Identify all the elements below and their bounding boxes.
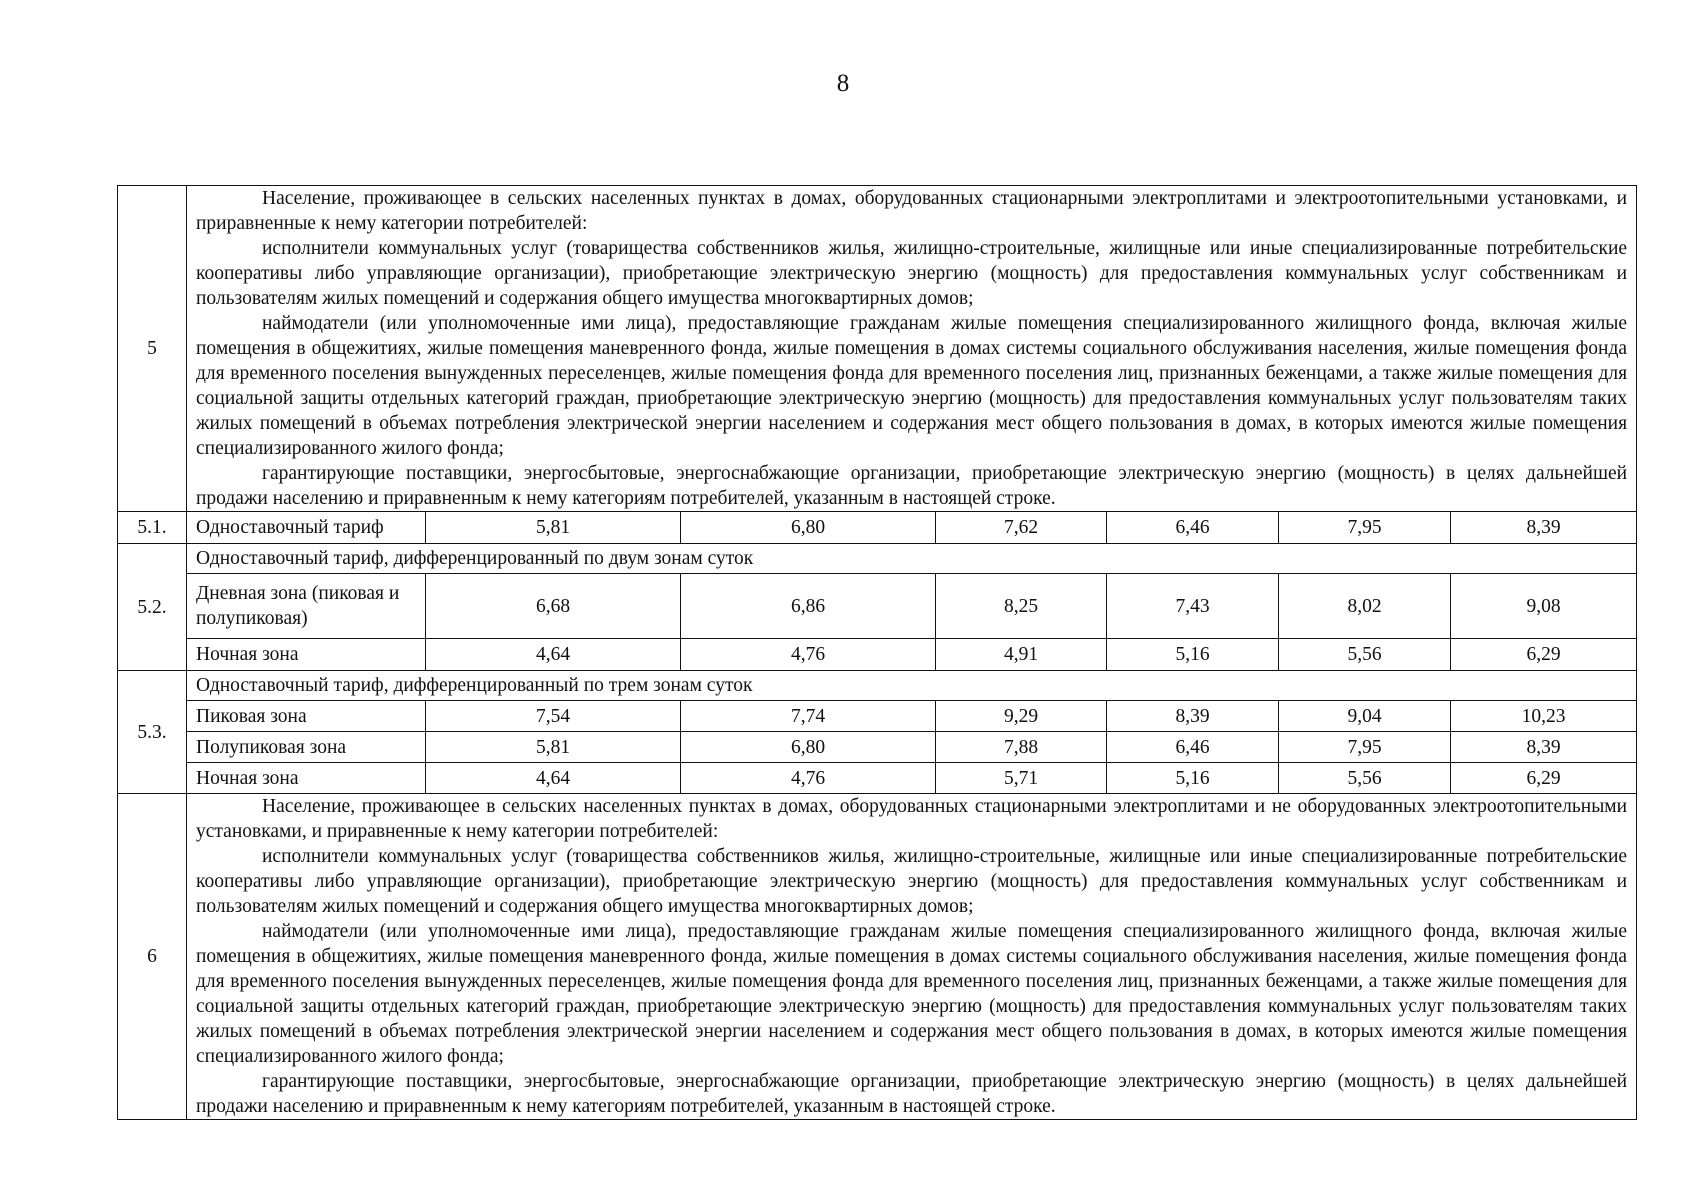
tariff-value: 8,39 [1107, 701, 1279, 732]
tariff-value: 6,46 [1107, 732, 1279, 763]
tariff-value: 4,64 [426, 763, 681, 794]
table-row [118, 639, 1637, 671]
tariff-value: 5,16 [1107, 763, 1279, 794]
tariff-value: 5,56 [1279, 763, 1451, 794]
subheading: Одноставочный тариф, дифференцированный по трем зонам суток [187, 671, 1637, 701]
tariff-value: 7,62 [936, 512, 1107, 544]
tariff-label: Полупиковая зона [187, 732, 426, 763]
section-description [187, 186, 1637, 512]
tariff-label: Ночная зона [187, 763, 426, 794]
tariff-value: 6,80 [681, 512, 936, 544]
row-number: 5.1. [118, 512, 187, 544]
row-number: 5 [118, 186, 187, 512]
tariff-value: 7,95 [1279, 732, 1451, 763]
table-row [118, 701, 1637, 732]
tariff-value: 8,02 [1279, 574, 1451, 639]
table-row [118, 671, 1637, 701]
tariff-value: 4,64 [426, 639, 681, 671]
tariff-value: 6,68 [426, 574, 681, 639]
tariff-value: 7,88 [936, 732, 1107, 763]
table-row [118, 574, 1637, 639]
tariff-value: 5,71 [936, 763, 1107, 794]
tariff-value: 9,08 [1451, 574, 1637, 639]
row-number: 5.2. [118, 544, 187, 671]
paragraph: исполнители коммунальных услуг (товарищества собственников жилья, жилищно-строительные, жилищные или иные специализированные потребительские кооперативы либо управляющие организации), приобретающие электрическую энергию (мощность) для предоставления коммунальных услуг собственникам и пользователям жилых помещений и содержания общего имущества многоквартирных домов; [196, 238, 1628, 309]
tariff-value: 5,81 [426, 732, 681, 763]
tariff-value: 6,86 [681, 574, 936, 639]
row-number: 5.3. [118, 671, 187, 794]
paragraph: наймодатели (или уполномоченные ими лица), предоставляющие гражданам жилые помещения специализированного жилищного фонда, включая жилые помещения в общежитиях, жилые помещения маневренного фонда, жилые помещения в домах системы социального обслуживания населения, жилые помещения фонда для временного поселения вынужденных переселенцев, жилые помещения фонда для временного поселения лиц, признанных беженцами, а также жилые помещения для социальной защиты отдельных категорий граждан, приобретающие электрическую энергию (мощность) для предоставления коммунальных услуг пользователям таких жилых помещений в объемах потребления электрической энергии населением и содержания мест общего пользования в домах, в которых имеются жилые помещения специализированного жилого фонда; [196, 313, 1628, 459]
tariff-label: Дневная зона (пиковая и полупиковая) [187, 574, 426, 639]
tariff-value: 10,23 [1451, 701, 1637, 732]
tariff-value: 4,91 [936, 639, 1107, 671]
tariff-value: 5,56 [1279, 639, 1451, 671]
tariff-value: 9,04 [1279, 701, 1451, 732]
tariff-table [117, 185, 1637, 1120]
tariff-value: 7,74 [681, 701, 936, 732]
tariff-label: Пиковая зона [187, 701, 426, 732]
section-description [187, 794, 1637, 1120]
table-row [118, 544, 1637, 574]
tariff-value: 6,46 [1107, 512, 1279, 544]
tariff-value: 7,95 [1279, 512, 1451, 544]
row-number: 6 [118, 794, 187, 1120]
tariff-label: Ночная зона [187, 639, 426, 671]
tariff-value: 8,25 [936, 574, 1107, 639]
paragraph: исполнители коммунальных услуг (товарищества собственников жилья, жилищно-строительные, жилищные или иные специализированные потребительские кооперативы либо управляющие организации), приобретающие электрическую энергию (мощность) для предоставления коммунальных услуг собственникам и пользователям жилых помещений и содержания общего имущества многоквартирных домов; [196, 846, 1628, 917]
paragraph: гарантирующие поставщики, энергосбытовые, энергоснабжающие организации, приобретающие электрическую энергию (мощность) в целях дальнейшей продажи населению и приравненным к нему категориям потребителей, указанным в настоящей строке. [196, 463, 1628, 509]
table-row [118, 763, 1637, 794]
tariff-value: 8,39 [1451, 512, 1637, 544]
tariff-value: 4,76 [681, 763, 936, 794]
paragraph: Население, проживающее в сельских населенных пунктах в домах, оборудованных стационарными электроплитами и электроотопительными установками, и приравненные к нему категории потребителей: [196, 188, 1628, 234]
tariff-value: 7,43 [1107, 574, 1279, 639]
paragraph: Население, проживающее в сельских населенных пунктах в домах, оборудованных стационарными электроплитами и не оборудованных электроотопительными установками, и приравненные к нему категории потребителей: [196, 796, 1628, 842]
section-6-row [118, 794, 1637, 1120]
section-5-row [118, 186, 1637, 512]
tariff-value: 7,54 [426, 701, 681, 732]
tariff-value: 4,76 [681, 639, 936, 671]
tariff-value: 5,16 [1107, 639, 1279, 671]
tariff-value: 6,29 [1451, 763, 1637, 794]
tariff-value: 8,39 [1451, 732, 1637, 763]
tariff-value: 5,81 [426, 512, 681, 544]
table-row [118, 732, 1637, 763]
tariff-value: 6,80 [681, 732, 936, 763]
page-number: 8 [836, 70, 850, 97]
subheading: Одноставочный тариф, дифференцированный по двум зонам суток [187, 544, 1637, 574]
tariff-value: 6,29 [1451, 639, 1637, 671]
paragraph: наймодатели (или уполномоченные ими лица), предоставляющие гражданам жилые помещения специализированного жилищного фонда, включая жилые помещения в общежитиях, жилые помещения маневренного фонда, жилые помещения в домах системы социального обслуживания населения, жилые помещения фонда для временного поселения вынужденных переселенцев, жилые помещения фонда для временного поселения лиц, признанных беженцами, а также жилые помещения для социальной защиты отдельных категорий граждан, приобретающие электрическую энергию (мощность) для предоставления коммунальных услуг пользователям таких жилых помещений в объемах потребления электрической энергии населением и содержания мест общего пользования в домах, в которых имеются жилые помещения специализированного жилого фонда; [196, 921, 1628, 1067]
tariff-label: Одноставочный тариф [187, 512, 426, 544]
table-row [118, 512, 1637, 544]
paragraph: гарантирующие поставщики, энергосбытовые, энергоснабжающие организации, приобретающие электрическую энергию (мощность) в целях дальнейшей продажи населению и приравненным к нему категориям потребителей, указанным в настоящей строке. [196, 1071, 1628, 1117]
tariff-value: 9,29 [936, 701, 1107, 732]
